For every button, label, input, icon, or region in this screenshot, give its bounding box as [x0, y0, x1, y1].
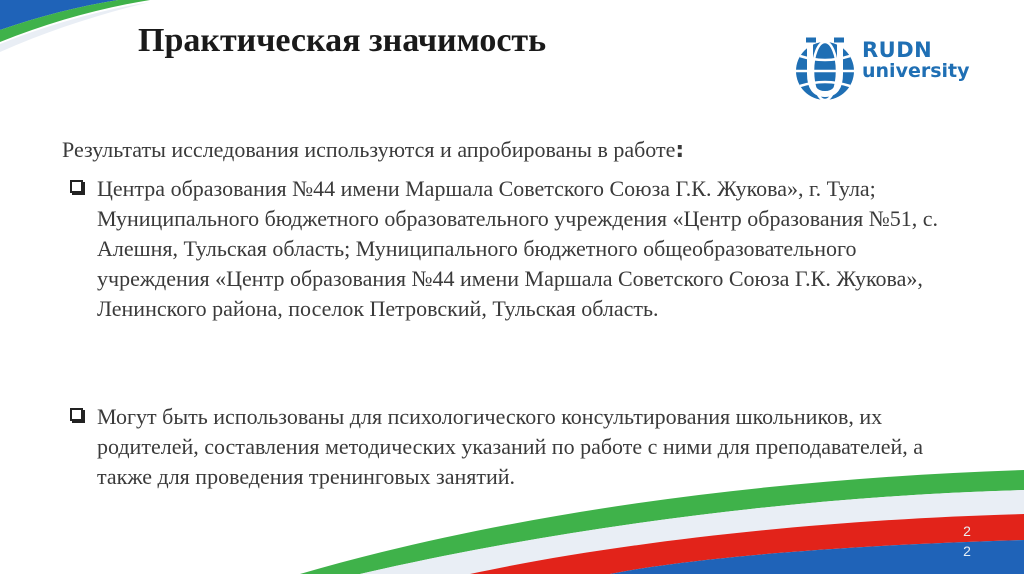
- checkbox-bullet-icon: [70, 408, 83, 421]
- page-number-line-1: 2: [963, 523, 971, 539]
- page-number-line-2: 2: [963, 543, 971, 559]
- bullet-text-1: Центра образования №44 имени Маршала Советского Союза Г.К. Жукова», г. Тула; Муниципального бюджетного образовательного учреждения «Центр образования №51, с. Алешня, Тульская область; Муниципального бюджетного общеобразовательного учреждения «Центр образования №44 имени Маршала Советского Союза Г.К. Жукова», Ленинского района, поселок Петровский, Тульская область.: [97, 176, 939, 321]
- bullet-text-2: Могут быть использованы для психологического консультирования школьников, их родителей, составления методических указаний по работе с ними для преподавателей, а также для проведения тренинговых занятий.: [97, 404, 924, 489]
- rudn-logo-text: [862, 40, 970, 82]
- logo-line-1: RUDN: [862, 38, 933, 62]
- intro-paragraph: [62, 137, 684, 163]
- bullet-item-2: [70, 402, 940, 492]
- checkbox-bullet-icon: [70, 180, 83, 193]
- slide-title: Практическая значимость: [138, 22, 547, 59]
- intro-colon: :: [675, 138, 685, 163]
- logo-line-2: university: [862, 60, 970, 82]
- bullet-item-1: [70, 174, 940, 324]
- page-number: [962, 521, 972, 561]
- intro-text: Результаты исследования используются и апробированы в работе: [62, 137, 676, 162]
